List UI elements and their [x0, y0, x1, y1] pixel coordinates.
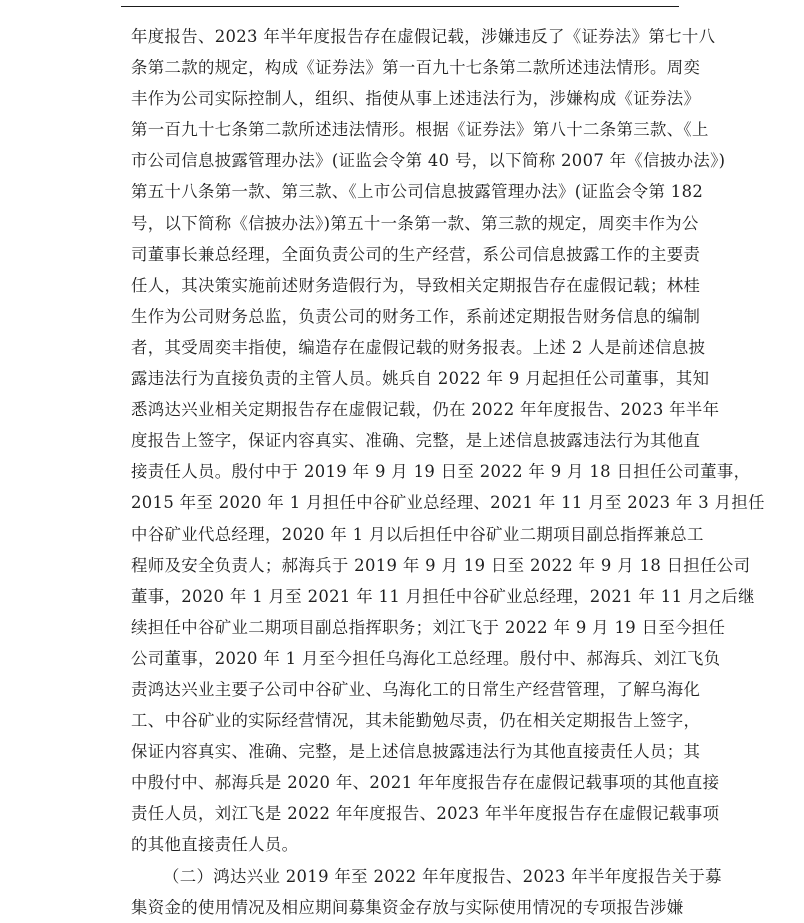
text-line: 集资金的使用情况及相应期间募集资金存放与实际使用情况的专项报告涉嫌 [131, 897, 684, 917]
text-line: 生作为公司财务总监，负责公司的财务工作，系前述定期报告财务信息的编制 [131, 306, 701, 326]
text-line: 度报告上签字，保证内容真实、准确、完整，是上述信息披露违法行为其他直 [131, 431, 701, 451]
text-line: 者，其受周奕丰指使，编造存在虚假记载的财务报表。上述 2 人是前述信息披 [131, 337, 706, 357]
paragraph-raised-funds-section [131, 861, 722, 923]
text-line: 第一百九十七条第二款所述违法情形。根据《证券法》第八十二条第三款、《上 [131, 120, 709, 140]
text-line: 条第二款的规定，构成《证券法》第一百九十七条第二款所述违法情形。周奕 [131, 58, 701, 78]
text-line: 2015 年至 2020 年 1 月担任中谷矿业总经理、2021 年 11 月至 2023 年 3 月担任 [131, 493, 765, 513]
text-line: 中殷付中、郝海兵是 2020 年、2021 年年度报告存在虚假记载事项的其他直接 [131, 773, 720, 793]
text-line: 公司董事，2020 年 1 月至今担任乌海化工总经理。殷付中、郝海兵、刘江飞负 [131, 648, 721, 668]
text-line: 任人，其决策实施前述财务造假行为，导致相关定期报告存在虚假记载；林桂 [131, 275, 701, 295]
text-line: 市公司信息披露管理办法》(证监会令第 40 号，以下简称 2007 年《信披办法》) [131, 151, 726, 171]
text-line: 保证内容真实、准确、完整，是上述信息披露违法行为其他直接责任人员；其 [131, 742, 701, 762]
section-heading-line: （二）鸿达兴业 2019 年至 2022 年年度报告、2023 年半年度报告关于募 [163, 866, 722, 886]
text-line: 中谷矿业代总经理，2020 年 1 月以后担任中谷矿业二期项目副总指挥兼总工 [131, 524, 704, 544]
text-line: 董事，2020 年 1 月至 2021 年 11 月担任中谷矿业总经理，2021 年 11 月之后继 [131, 586, 755, 606]
text-line: 第五十八条第一款、第三款、《上市公司信息披露管理办法》(证监会令第 182 [131, 182, 704, 202]
text-line: 责任人员，刘江飞是 2022 年年度报告、2023 年半年度报告存在虚假记载事项 [131, 804, 720, 824]
document-body [131, 21, 765, 923]
text-line: 司董事长兼总经理，全面负责公司的生产经营，系公司信息披露工作的主要责 [131, 244, 701, 264]
text-line: 露违法行为直接负责的主管人员。姚兵自 2022 年 9 月起担任公司董事，其知 [131, 369, 710, 389]
text-line: 年度报告、2023 年半年度报告存在虚假记载，涉嫌违反了《证券法》第七十八 [131, 27, 716, 46]
paragraph-liability-findings [131, 21, 765, 861]
text-line: 丰作为公司实际控制人，组织、指使从事上述违法行为，涉嫌构成《证券法》 [131, 89, 701, 109]
text-line: 的其他直接责任人员。 [131, 835, 299, 855]
text-line: 程师及安全负责人；郝海兵于 2019 年 9 月 19 日至 2022 年 9 月 18 日担任公司 [131, 555, 751, 575]
text-line: 悉鸿达兴业相关定期报告存在虚假记载，仍在 2022 年年度报告、2023 年半年 [131, 400, 720, 420]
text-line: 号，以下简称《信披办法》)第五十一条第一款、第三款的规定，周奕丰作为公 [131, 213, 699, 233]
text-line: 工、中谷矿业的实际经营情况，其未能勤勉尽责，仍在相关定期报告上签字， [131, 711, 701, 731]
text-line: 接责任人员。殷付中于 2019 年 9 月 19 日至 2022 年 9 月 18 日担任公司董事， [131, 462, 751, 482]
text-line: 续担任中谷矿业二期项目副总指挥职务；刘江飞于 2022 年 9 月 19 日至今担任 [131, 617, 726, 637]
header-rule [121, 6, 679, 7]
text-line: 责鸿达兴业主要子公司中谷矿业、乌海化工的日常生产经营管理，了解乌海化 [131, 679, 701, 699]
